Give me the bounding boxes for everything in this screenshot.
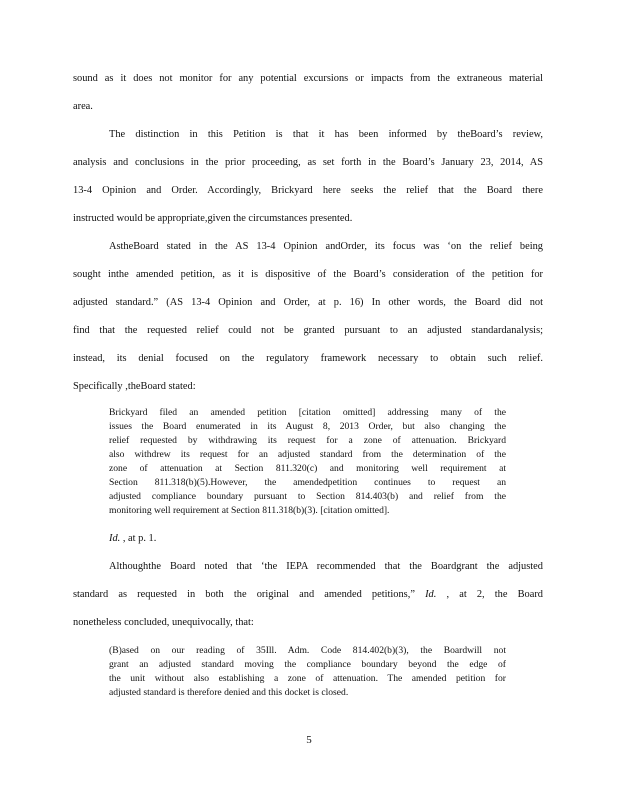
block-quote-line: the unit without also establishing a zone of attenuation. The amended petition for: [109, 673, 506, 684]
block-quote-line: Brickyard filed an amended petition [citation omitted] addressing many of the: [109, 407, 506, 418]
block-quote-line: adjusted compliance boundary pursuant to Section 814.403(b) and relief from the: [109, 491, 506, 502]
body-text-line: AstheBoard stated in the AS 13-4 Opinion andOrder, its focus was ‘on the relief being: [109, 241, 543, 252]
body-text-line: nonetheless concluded, unequivocally, that:: [73, 617, 254, 628]
block-quote-line: (B)ased on our reading of 35Ill. Adm. Code 814.402(b)(3), the Boardwill not: [109, 645, 506, 656]
block-quote-line: issues the Board enumerated in its August 8, 2013 Order, but also changing the: [109, 421, 506, 432]
body-text-line: Specifically ,theBoard stated:: [73, 381, 196, 392]
body-text-line: instructed would be appropriate,given the circumstances presented.: [73, 213, 353, 224]
body-text-fragment: , at 2, the Board: [446, 589, 543, 600]
body-text-line: [73, 589, 543, 600]
body-text-line: Althoughthe Board noted that ‘the IEPA recommended that the Boardgrant the adjusted: [109, 561, 543, 572]
block-quote-line: Section 811.318(b)(5).However, the amendedpetition continues to request an: [109, 477, 506, 488]
body-text-line: adjusted standard.” (AS 13-4 Opinion and Order, at p. 16) In other words, the Board did not: [73, 297, 543, 308]
body-text-line: area.: [73, 101, 93, 112]
body-text-line: 13-4 Opinion and Order. Accordingly, Brickyard here seeks the relief that the Board there: [73, 185, 543, 196]
citation-id: Id.: [109, 533, 121, 544]
block-quote-line: zone of attenuation at Section 811.320(c) and monitoring well requirement at: [109, 463, 506, 474]
body-text-fragment: standard as requested in both the original and amended petitions,”: [73, 589, 415, 600]
block-quote-line: also withdrew its request for an adjusted standard from the determination of the: [109, 449, 506, 460]
body-text-line: analysis and conclusions in the prior proceeding, as set forth in the Board’s January 23, 2014, AS: [73, 157, 543, 168]
body-text-line: The distinction in this Petition is that it has been informed by theBoard’s review,: [109, 129, 543, 140]
body-text-line: find that the requested relief could not be granted pursuant to an adjusted standardanalysis;: [73, 325, 543, 336]
block-quote-line: grant an adjusted standard moving the compliance boundary beyond the edge of: [109, 659, 506, 670]
block-quote-line: monitoring well requirement at Section 811.318(b)(3). [citation omitted].: [109, 505, 390, 516]
body-text-line: instead, its denial focused on the regulatory framework necessary to obtain such relief.: [73, 353, 543, 364]
citation-id: Id.: [425, 589, 437, 600]
citation-page: , at p. 1.: [120, 533, 157, 544]
block-quote-line: relief requested by withdrawing its request for a zone of attenuation. Brickyard: [109, 435, 506, 446]
page-number: 5: [306, 734, 312, 746]
block-quote-line: adjusted standard is therefore denied and this docket is closed.: [109, 687, 349, 698]
citation: [109, 533, 309, 544]
body-text-line: sought inthe amended petition, as it is dispositive of the Board’s consideration of the petition for: [73, 269, 543, 280]
body-text-line: sound as it does not monitor for any potential excursions or impacts from the extraneous material: [73, 73, 543, 84]
